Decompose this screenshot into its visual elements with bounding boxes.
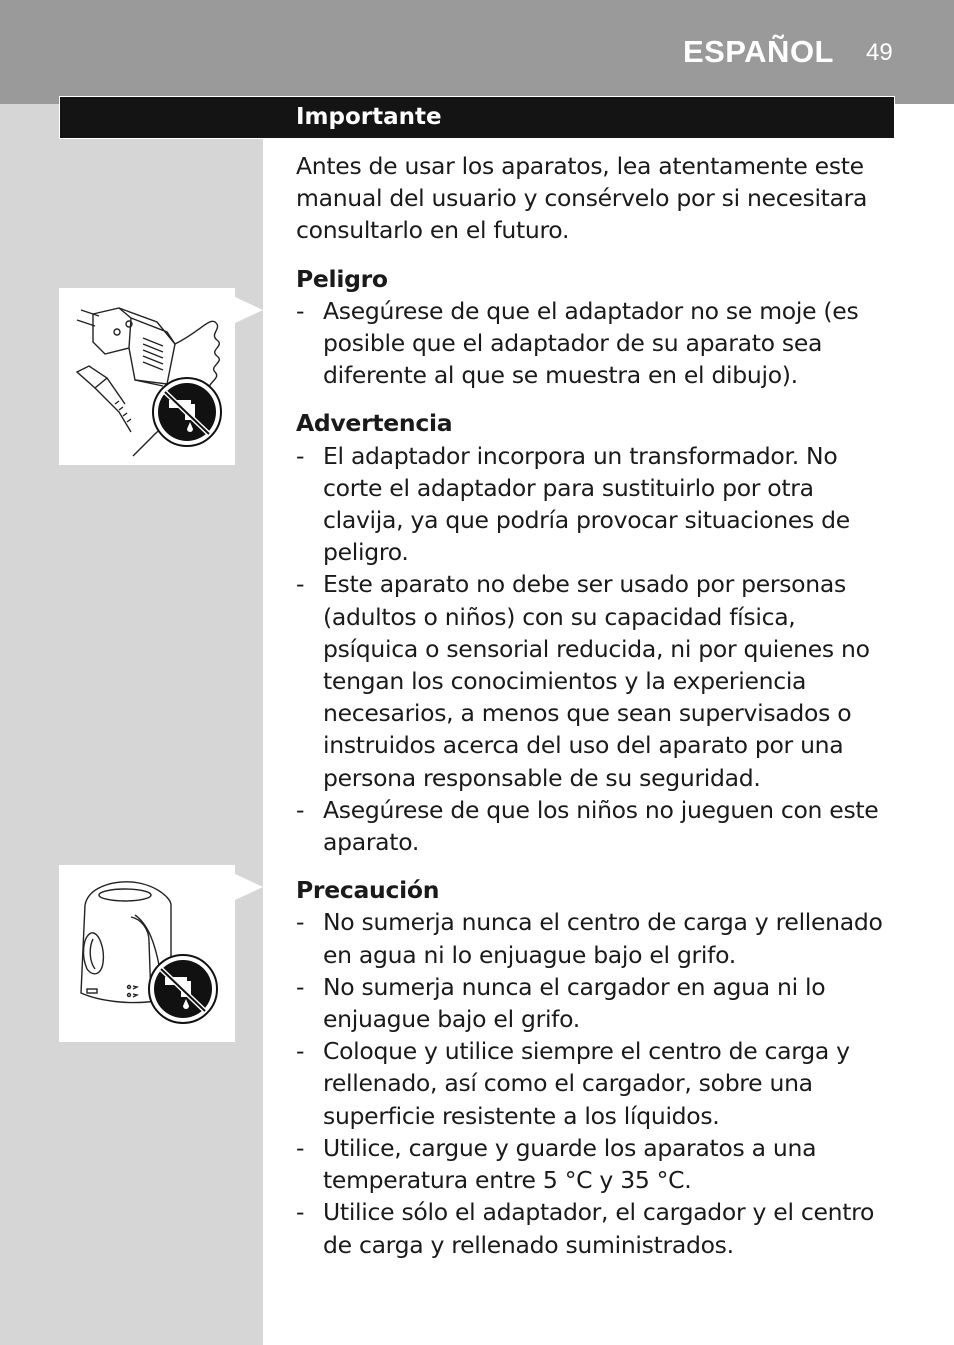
list-item: - Utilice sólo el adaptador, el cargador y el centro de carga y rellenado suministrados. <box>296 1196 896 1260</box>
precaucion-list <box>296 906 896 1260</box>
list-item: - No sumerja nunca el cargador en agua ni lo enjuague bajo el grifo. <box>296 971 896 1035</box>
list-item: - Utilice, cargue y guarde los aparatos a una temperatura entre 5 °C y 35 °C. <box>296 1132 896 1196</box>
list-item: - No sumerja nunca el centro de carga y rellenado en agua ni lo enjuague bajo el grifo. <box>296 906 896 970</box>
list-item: - Coloque y utilice siempre el centro de carga y rellenado, así como el cargador, sobre una superficie resistente a los líquidos. <box>296 1035 896 1132</box>
list-item: - Este aparato no debe ser usado por personas (adultos o niños) con su capacidad física, psíquica o sensorial reducida, ni por quienes no tengan los conocimientos y la experiencia necesarios, a menos que sean supervisados o instruidos acerca del uso del aparato por una persona responsable de su seguridad. <box>296 568 896 793</box>
section-header-bar <box>59 96 895 139</box>
adapter-illustration <box>59 288 235 465</box>
peligro-list <box>296 295 896 392</box>
list-item: - Asegúrese de que el adaptador no se moje (es posible que el adaptador de su aparato sea diferente al que se muestra en el dibujo). <box>296 295 896 392</box>
charging-stand-no-water-icon <box>59 865 235 1042</box>
advertencia-list <box>296 440 896 859</box>
advertencia-heading: Advertencia <box>296 409 453 438</box>
section-title: Importante <box>296 104 442 130</box>
precaucion-heading: Precaución <box>296 876 440 905</box>
peligro-heading: Peligro <box>296 264 388 293</box>
language-title: ESPAÑOL <box>682 34 834 69</box>
list-item: - Asegúrese de que los niños no jueguen con este aparato. <box>296 794 896 858</box>
page-number: 49 <box>866 39 893 66</box>
intro-paragraph: Antes de usar los aparatos, lea atentamente este manual del usuario y consérvelo por si necesitara consultarlo en el futuro. <box>296 152 868 245</box>
list-item: - El adaptador incorpora un transformador. No corte el adaptador para sustituirlo por otra clavija, ya que podría provocar situaciones de peligro. <box>296 440 896 569</box>
main-content <box>296 150 896 1277</box>
adapter-no-water-icon <box>59 288 235 465</box>
charger-illustration <box>59 865 235 1042</box>
